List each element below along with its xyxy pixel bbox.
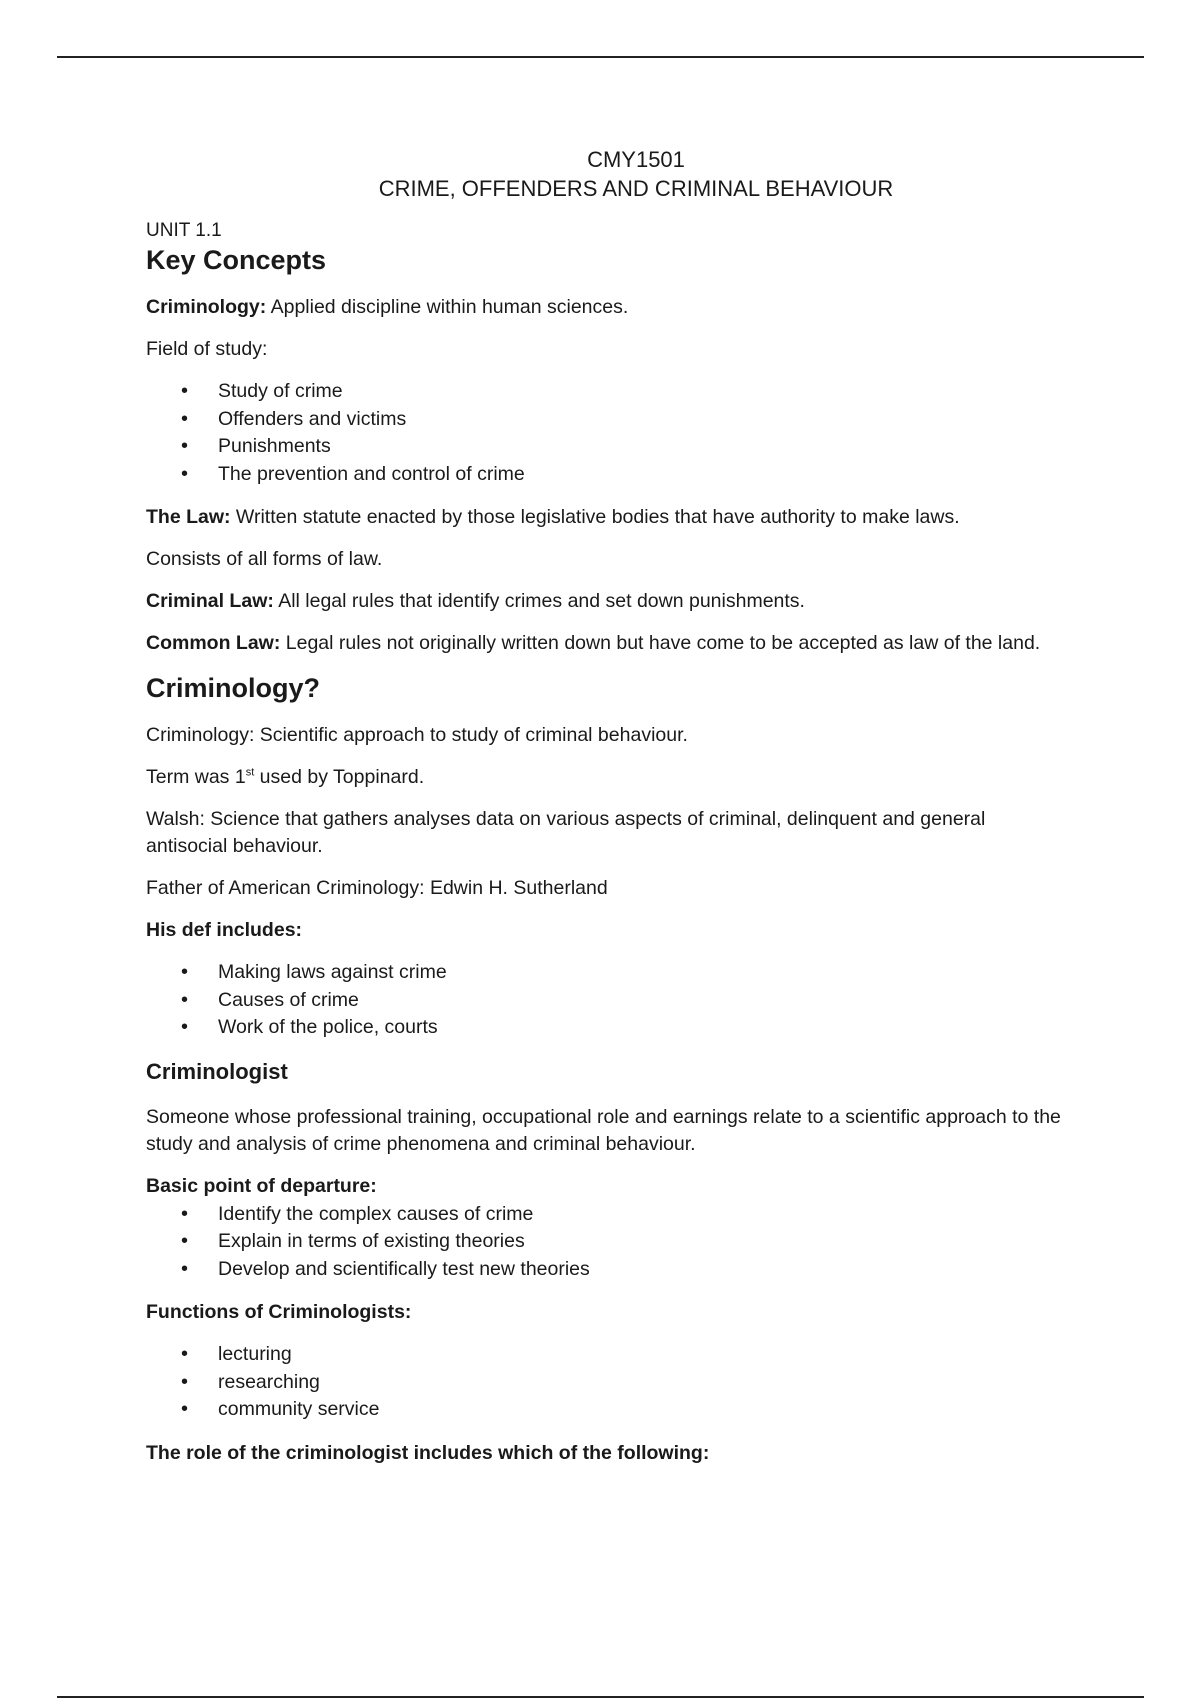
course-title: CRIME, OFFENDERS AND CRIMINAL BEHAVIOUR xyxy=(378,176,894,201)
list-item: • community service xyxy=(146,1396,1066,1424)
list-item: • The prevention and control of crime xyxy=(146,461,1066,489)
departure-list xyxy=(146,1201,1066,1284)
list-item: • Develop and scientifically test new theories xyxy=(146,1256,1066,1284)
law-definition xyxy=(146,504,1066,531)
criminologist-description: Someone whose professional training, occupational role and earnings relate to a scientific approach to the study and analysis of crime phenomena and criminal behaviour. xyxy=(146,1105,1061,1155)
field-of-study-list xyxy=(146,378,1066,488)
term-first-used xyxy=(146,764,1066,791)
term-prefix: Term was 1 xyxy=(146,766,246,788)
law-term: The Law: xyxy=(146,506,231,528)
list-item: • Work of the police, courts xyxy=(146,1014,1066,1042)
departure-label: Basic point of departure: xyxy=(146,1174,377,1197)
list-item: • Identify the complex causes of crime xyxy=(146,1201,1066,1229)
field-of-study-label: Field of study: xyxy=(146,338,268,360)
his-def-list xyxy=(146,959,1066,1042)
course-code: CMY1501 xyxy=(587,147,685,172)
his-def-label: His def includes: xyxy=(146,919,303,941)
common-law-term: Common Law: xyxy=(146,632,281,654)
criminology-scientific-definition: Criminology: Scientific approach to study of criminal behaviour. xyxy=(146,724,688,746)
criminology-def-text: Applied discipline within human sciences. xyxy=(266,296,629,318)
law-def-text: Written statute enacted by those legislative bodies that have authority to make laws. xyxy=(230,506,960,528)
list-item: • Explain in terms of existing theories xyxy=(146,1228,1066,1256)
criminal-law-term: Criminal Law: xyxy=(146,590,274,612)
list-item: • Causes of crime xyxy=(146,987,1066,1015)
criminal-law-definition xyxy=(146,588,1066,615)
term-superscript: st xyxy=(245,766,255,779)
functions-label: Functions of Criminologists: xyxy=(146,1301,412,1323)
law-consists-text: Consists of all forms of law. xyxy=(146,548,383,570)
term-suffix: used by Toppinard. xyxy=(254,766,425,788)
list-item: • Offenders and victims xyxy=(146,406,1066,434)
top-rule xyxy=(57,56,1144,58)
unit-label: UNIT 1.1 xyxy=(146,220,222,241)
criminal-law-def-text: All legal rules that identify crimes and set down punishments. xyxy=(273,590,805,612)
list-item: • lecturing xyxy=(146,1341,1066,1369)
list-item: • researching xyxy=(146,1369,1066,1397)
list-item: • Study of crime xyxy=(146,378,1066,406)
bottom-rule xyxy=(57,1696,1144,1698)
functions-list xyxy=(146,1341,1066,1424)
document-body xyxy=(146,146,1066,1482)
list-item: • Punishments xyxy=(146,433,1066,461)
criminology-definition xyxy=(146,294,1066,321)
key-concepts-heading: Key Concepts xyxy=(146,245,327,275)
criminologist-heading: Criminologist xyxy=(146,1058,288,1084)
list-item: • Making laws against crime xyxy=(146,959,1066,987)
criminology-term: Criminology: xyxy=(146,296,267,318)
common-law-definition xyxy=(146,630,1066,657)
walsh-definition: Walsh: Science that gathers analyses data on various aspects of criminal, delinquent and general antisocial behaviour. xyxy=(146,808,986,857)
role-question: The role of the criminologist includes which of the following: xyxy=(146,1441,710,1464)
criminology-heading: Criminology? xyxy=(146,673,320,703)
father-of-criminology: Father of American Criminology: Edwin H. Sutherland xyxy=(146,877,608,899)
common-law-def-text: Legal rules not originally written down but have come to be accepted as law of the land. xyxy=(280,632,1041,654)
